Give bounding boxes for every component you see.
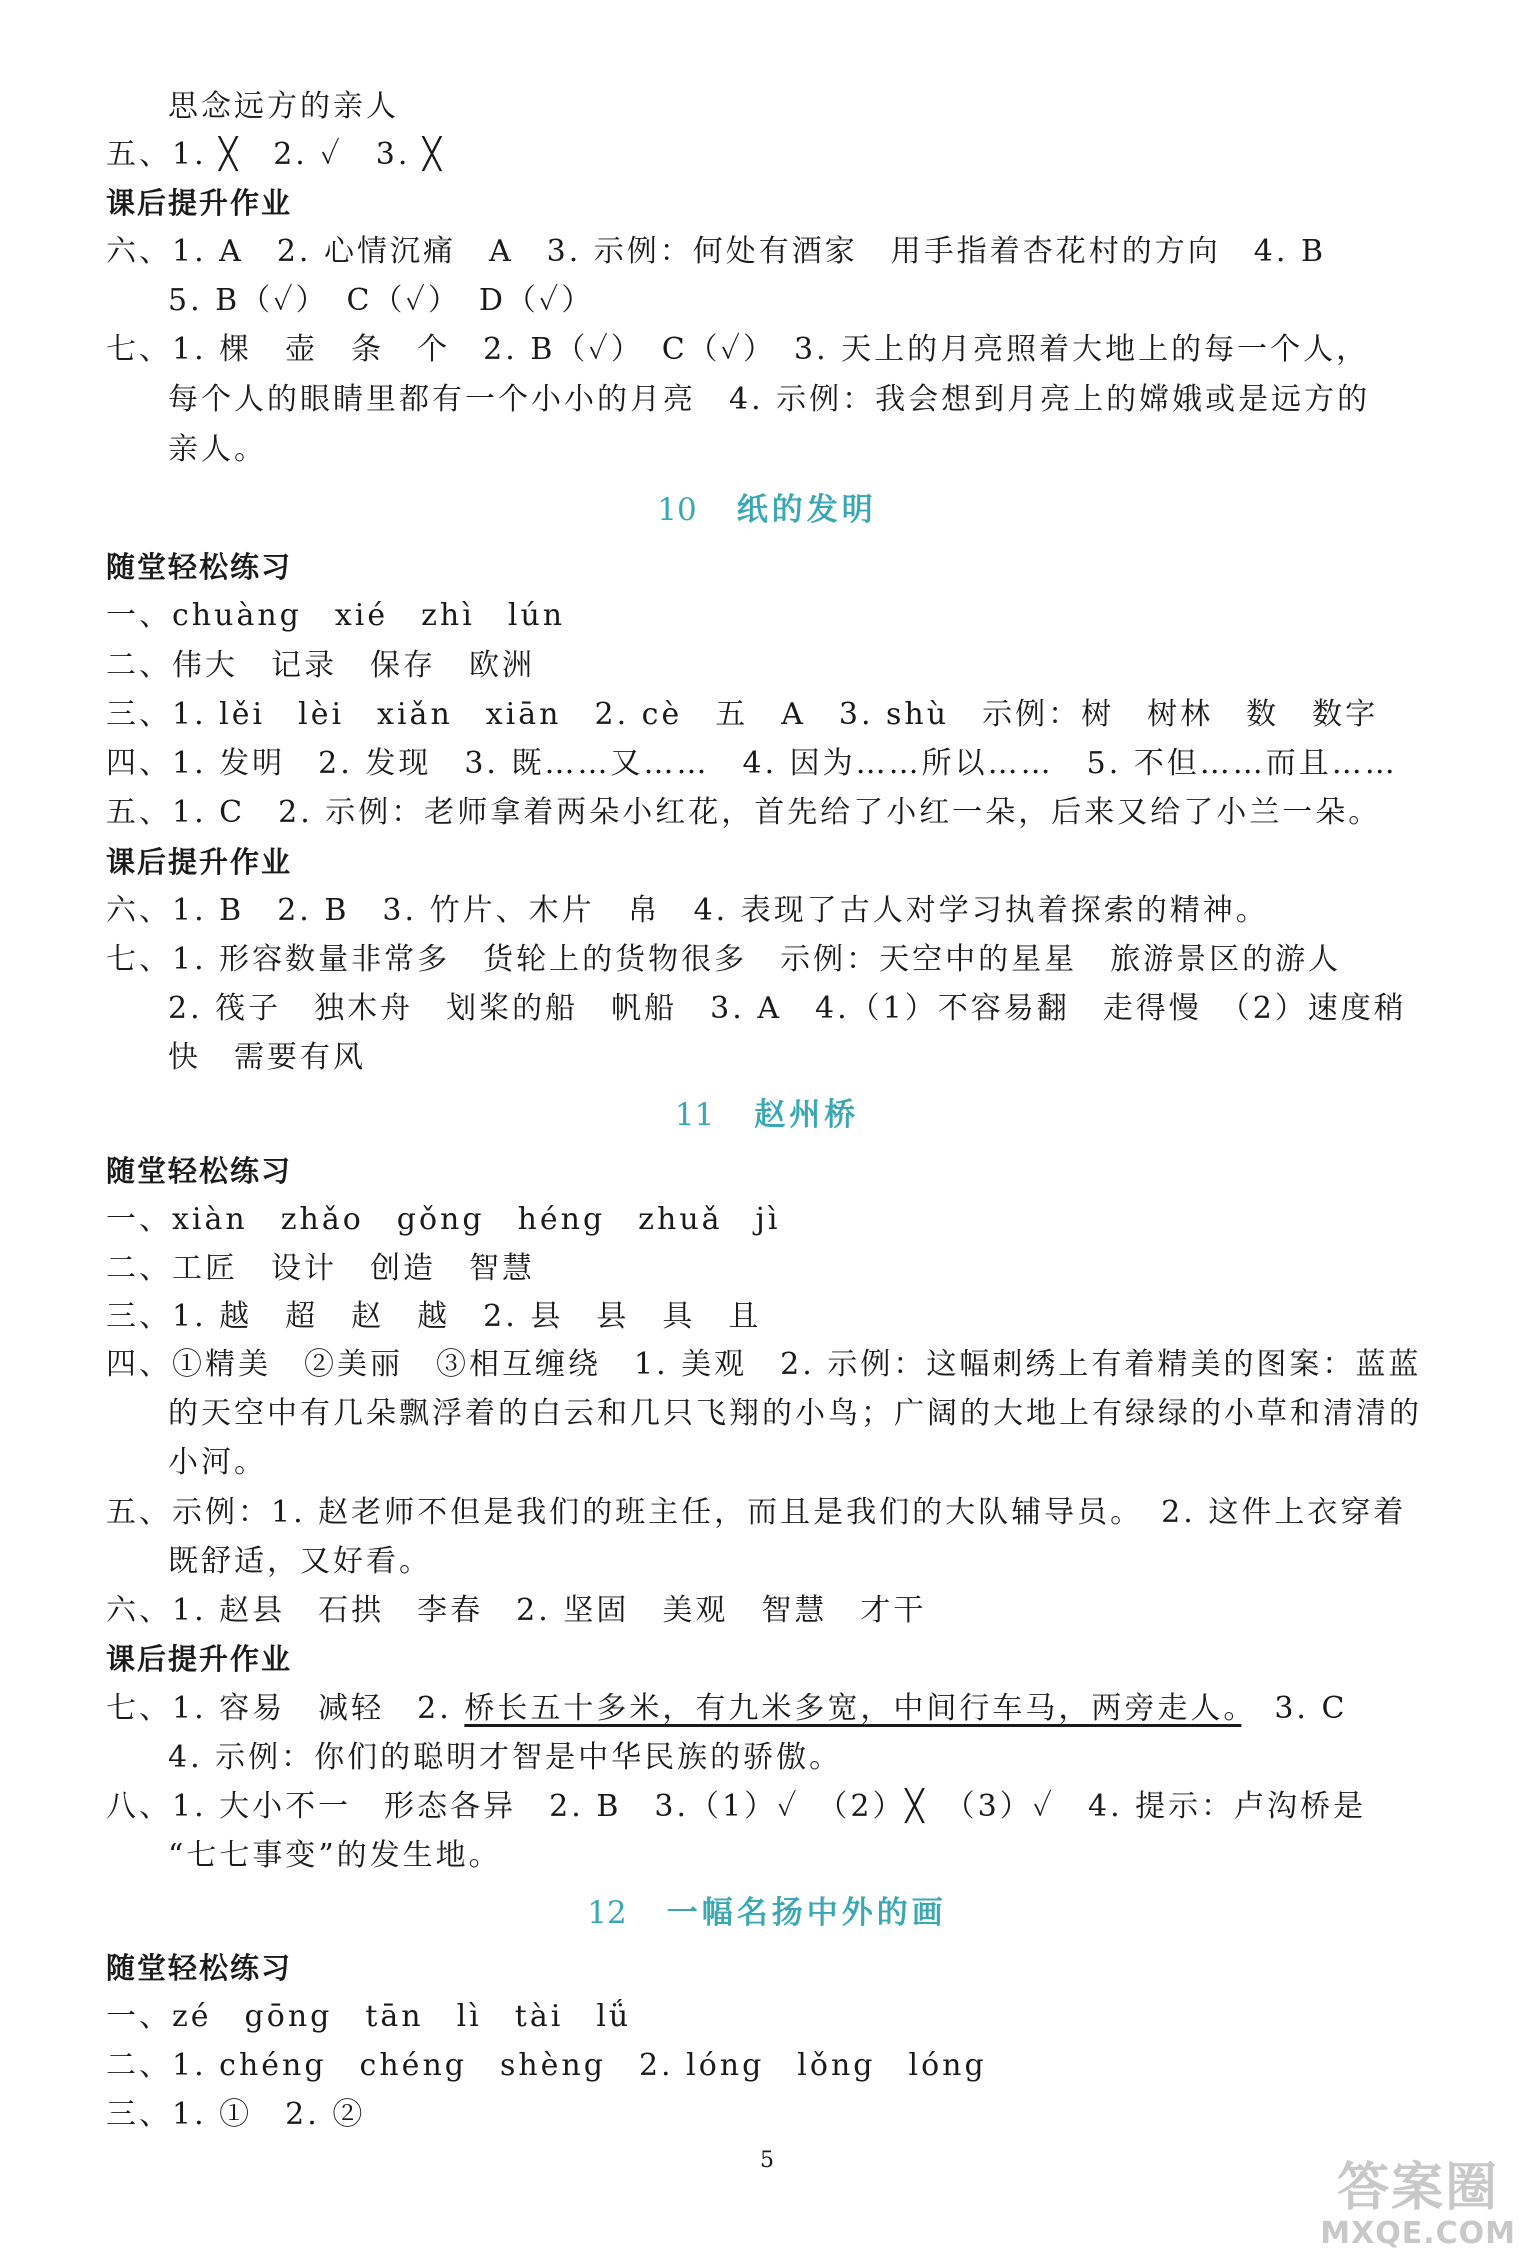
- subsection-heading: 课后提升作业: [106, 1642, 293, 1676]
- text-line: 5. B（✓） C（✓） D（✓）: [168, 283, 595, 318]
- text-line: 六、1. A 2. 心情沉痛 A 3. 示例：何处有酒家 用手指着杏花村的方向 4. B: [106, 234, 1327, 269]
- text-line: 七、1. 棵 壶 条 个 2. B（✓） C（✓） 3. 天上的月亮照着大地上的每一个人，: [106, 332, 1370, 367]
- lesson-number: 12: [587, 1895, 627, 1931]
- lesson-name: 纸的发明: [736, 492, 877, 528]
- text-line: 五、1. C 2. 示例：老师拿着两朵小红花，首先给了小红一朵，后来又给了小兰一朵。: [106, 795, 1382, 830]
- text-line: 六、1. 赵县 石拱 李春 2. 坚固 美观 智慧 才干: [106, 1593, 927, 1628]
- text-line: 二、工匠 设计 创造 智慧: [106, 1251, 535, 1286]
- text-line: 一、xiàn zhǎo gǒng héng zhuǎ jì: [106, 1202, 781, 1237]
- text-line: 亲人。: [168, 432, 267, 467]
- text-line: 五、示例：1. 赵老师不但是我们的班主任，而且是我们的大队辅导员。 2. 这件上衣穿着: [106, 1495, 1407, 1530]
- text-line: 小河。: [168, 1445, 267, 1480]
- text-line: 六、1. B 2. B 3. 竹片、木片 帛 4. 表现了古人对学习执着探索的精神。: [106, 893, 1269, 928]
- text-line: 三、1. lěi lèi xiǎn xiān 2. cè 五 A 3. shù 示例：树 树林 数 数字: [106, 697, 1379, 732]
- text-line: [106, 1690, 1347, 1728]
- page-number: 5: [760, 2148, 774, 2173]
- text-line: 思念远方的亲人: [168, 89, 399, 124]
- lesson-name: 赵州桥: [754, 1097, 860, 1133]
- text-line: 四、①精美 ②美丽 ③相互缠绕 1. 美观 2. 示例：这幅刺绣上有着精美的图案：蓝蓝: [106, 1347, 1422, 1382]
- text-line: 4. 示例：你们的聪明才智是中华民族的骄傲。: [168, 1740, 843, 1775]
- text-line: 五、1. ╳ 2. ✓ 3. ╳: [106, 137, 444, 172]
- lesson-title-10: [0, 490, 1534, 530]
- subsection-heading: 随堂轻松练习: [106, 1154, 293, 1188]
- text-line: 快 需要有风: [168, 1040, 366, 1075]
- watermark-top: 答案圈: [1337, 2158, 1500, 2218]
- text-line: 三、1. ① 2. ②: [106, 2097, 366, 2132]
- text-line: 2. 筏子 独木舟 划桨的船 帆船 3. A 4.（1）不容易翻 走得慢 （2）速度稍: [168, 991, 1407, 1026]
- text-line: 既舒适，又好看。: [168, 1544, 432, 1579]
- text-line: 八、1. 大小不一 形态各异 2. B 3.（1）✓ （2）╳ （3）✓ 4. 提示：卢沟桥是: [106, 1789, 1367, 1824]
- text-line: 二、1. chéng chéng shèng 2. lóng lǒng lóng: [106, 2048, 987, 2083]
- watermark-logo: [1320, 2159, 1516, 2251]
- subsection-heading: 随堂轻松练习: [106, 1951, 293, 1985]
- text-line: 七、1. 形容数量非常多 货轮上的货物很多 示例：天空中的星星 旅游景区的游人: [106, 942, 1342, 977]
- text-line: 的天空中有几朵飘浮着的白云和几只飞翔的小鸟；广阔的大地上有绿绿的小草和清清的: [168, 1396, 1422, 1431]
- lesson-name: 一幅名扬中外的画: [666, 1895, 947, 1931]
- text-line: 一、zé gōng tān lì tài lǘ: [106, 1999, 632, 2034]
- lesson-number: 10: [657, 492, 697, 528]
- watermark-bottom: MXQE.COM: [1320, 2216, 1516, 2251]
- subsection-heading: 课后提升作业: [106, 845, 293, 879]
- lesson-title-11: [0, 1095, 1534, 1135]
- lesson-title-12: [0, 1893, 1534, 1933]
- text-line: 一、chuàng xié zhì lún: [106, 598, 566, 633]
- subsection-heading: 课后提升作业: [106, 186, 293, 220]
- text-line: 三、1. 越 超 赵 越 2. 县 县 具 且: [106, 1299, 762, 1334]
- underlined-answer: 桥长五十多米，有九米多宽，中间行车马，两旁走人。: [464, 1691, 1242, 1726]
- text-line: 四、1. 发明 2. 发现 3. 既……又…… 4. 因为……所以…… 5. 不但……而且……: [106, 746, 1398, 781]
- lesson-number: 11: [674, 1097, 715, 1133]
- subsection-heading: 随堂轻松练习: [106, 550, 293, 584]
- text-line: 每个人的眼睛里都有一个小小的月亮 4. 示例：我会想到月亮上的嫦娥或是远方的: [168, 382, 1371, 417]
- text-line: 二、伟大 记录 保存 欧洲: [106, 648, 535, 683]
- text-line: “七七事变”的发生地。: [168, 1838, 502, 1873]
- text-segment: 七、1. 容易 减轻 2.: [106, 1691, 465, 1726]
- text-segment: 3. C: [1241, 1691, 1348, 1726]
